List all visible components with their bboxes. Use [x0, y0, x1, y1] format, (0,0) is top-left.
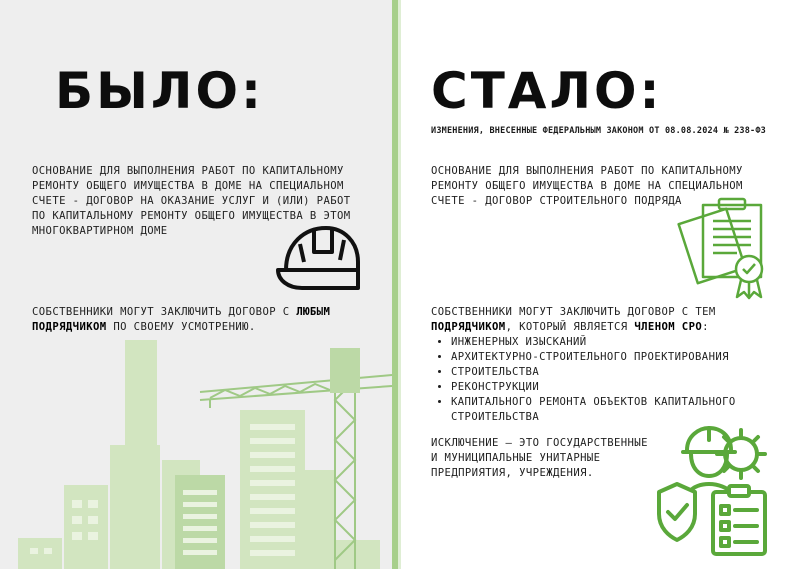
- list-item: • СТРОИТЕЛЬСТВА: [451, 365, 776, 380]
- before-title: БЫЛО:: [55, 62, 264, 120]
- after-contractor-text-3: :: [702, 321, 709, 333]
- left-panel: [0, 0, 392, 569]
- list-item: • ИНЖЕНЕРНЫХ ИЗЫСКАНИЙ: [451, 335, 776, 350]
- list-item: • КАПИТАЛЬНОГО РЕМОНТА ОБЪЕКТОВ КАПИТАЛЬНОГО СТРОИТЕЛЬСТВА: [451, 395, 776, 425]
- before-contractor-bold: ЛЮБЫМ ПОДРЯДЧИКОМ: [32, 306, 331, 333]
- right-panel: [401, 0, 797, 569]
- after-contractor-text-1: СОБСТВЕННИКИ МОГУТ ЗАКЛЮЧИТЬ ДОГОВОР С ТЕМ: [431, 306, 716, 318]
- city-crane-illustration: [0, 320, 392, 569]
- before-paragraph-contractor: [32, 305, 367, 335]
- after-paragraph-basis: ОСНОВАНИЕ ДЛЯ ВЫПОЛНЕНИЯ РАБОТ ПО КАПИТАЛЬНОМУ РЕМОНТУ ОБЩЕГО ИМУЩЕСТВА В ДОМЕ НА СПЕЦИАЛЬНОМ СЧЕТЕ - ДОГОВОР СТРОИТЕЛЬНОГО ПОДРЯДА: [431, 165, 743, 207]
- after-paragraph-contractor: [431, 305, 776, 425]
- after-contractor-text-2: , КОТОРЫЙ ЯВЛЯЕТСЯ: [505, 321, 635, 333]
- after-title: СТАЛО:: [431, 62, 663, 120]
- before-paragraph-basis: ОСНОВАНИЕ ДЛЯ ВЫПОЛНЕНИЯ РАБОТ ПО КАПИТАЛЬНОМУ РЕМОНТУ ОБЩЕГО ИМУЩЕСТВА В ДОМЕ НА СПЕЦИАЛЬНОМ СЧЕТЕ - ДОГОВОР НА ОКАЗАНИЕ УСЛУГ И (ИЛИ) РАБОТ ПО КАПИТАЛЬНОМУ РЕМОНТУ ОБЩЕГО ИМУЩЕСТВА В ЭТОМ МНОГОКВАРТИРНОМ ДОМЕ: [32, 165, 351, 237]
- sro-work-list: [431, 335, 776, 425]
- list-item: • АРХИТЕКТУРНО-СТРОИТЕЛЬНОГО ПРОЕКТИРОВАНИЯ: [451, 350, 776, 365]
- after-paragraph-exception: ИСКЛЮЧЕНИЕ – ЭТО ГОСУДАРСТВЕННЫЕ И МУНИЦИПАЛЬНЫЕ УНИТАРНЫЕ ПРЕДПРИЯТИЯ, УЧРЕЖДЕНИЯ.: [431, 437, 648, 479]
- list-item: • РЕКОНСТРУКЦИИ: [451, 380, 776, 395]
- before-contractor-text-2: ПО СВОЕМУ УСМОТРЕНИЮ.: [106, 321, 256, 333]
- hard-hat-icon: [274, 218, 364, 294]
- after-contractor-bold-2: ЧЛЕНОМ СРО: [634, 321, 703, 333]
- contract-certificate-icon: [677, 195, 777, 307]
- after-subtitle-law: ИЗМЕНЕНИЯ, ВНЕСЕННЫЕ ФЕДЕРАЛЬНЫМ ЗАКОНОМ ОТ 08.08.2024 № 238-ФЗ: [431, 126, 766, 136]
- before-contractor-text-1: СОБСТВЕННИКИ МОГУТ ЗАКЛЮЧИТЬ ДОГОВОР С: [32, 306, 297, 318]
- after-contractor-bold-1: ПОДРЯДЧИКОМ: [431, 321, 506, 333]
- engineer-checklist-icon: [637, 420, 777, 560]
